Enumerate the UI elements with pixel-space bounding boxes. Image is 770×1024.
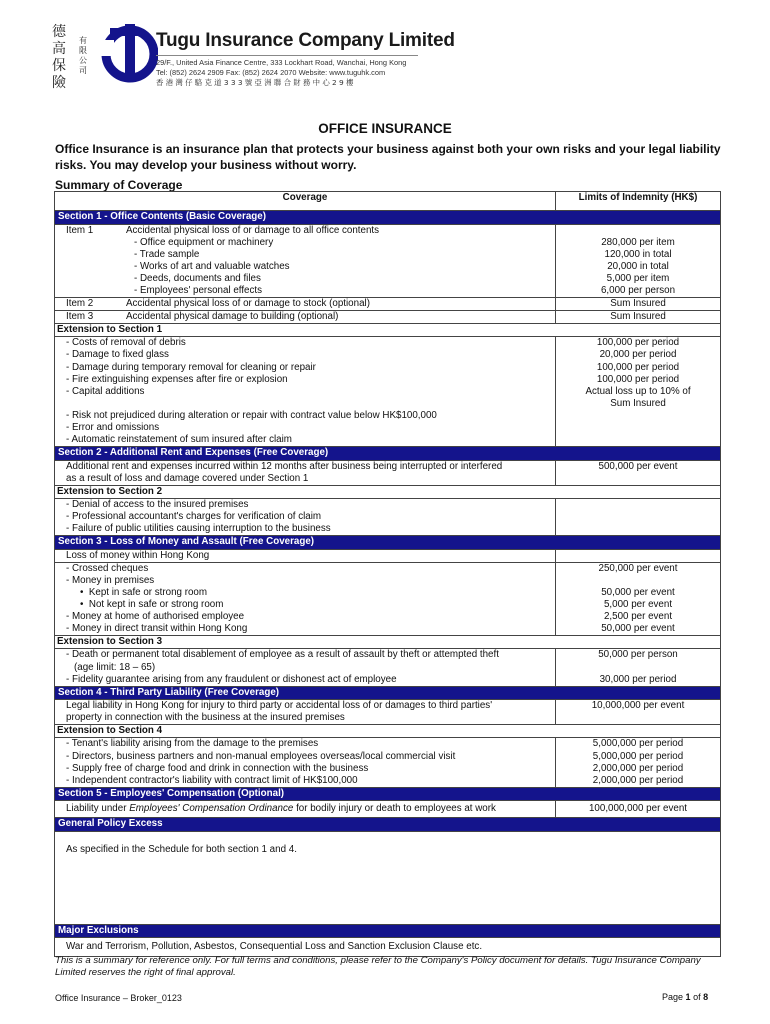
list-item: - Professional accountant's charges for verification of claim xyxy=(66,510,322,522)
coverage-cell xyxy=(55,311,556,324)
cn-char: 德 xyxy=(52,24,66,40)
coverage-cell xyxy=(55,738,556,787)
limit-value: 5,000,000 per period xyxy=(592,738,684,750)
address-line: 29/F., United Asia Finance Centre, 333 Lockhart Road, Wanchai, Hong Kong xyxy=(156,58,407,67)
limit-value: 6,000 per person xyxy=(600,284,676,296)
coverage-cell xyxy=(55,801,556,818)
item-text: Accidental physical damage to building (optional) xyxy=(126,311,339,323)
coverage-cell xyxy=(55,460,556,485)
table-row xyxy=(55,562,721,636)
list-item: - Error and omissions xyxy=(66,421,160,433)
excess-text: As specified in the Schedule for both section 1 and 4. xyxy=(66,843,297,855)
limit-value: 20,000 per period xyxy=(599,349,677,361)
limit-value: 5,000 per event xyxy=(603,598,673,610)
limit-value: Sum Insured xyxy=(556,311,721,324)
section-header xyxy=(55,787,721,801)
limit-value: 2,000,000 per period xyxy=(592,762,684,774)
tugu-logo-icon xyxy=(98,20,158,86)
cn-char: 險 xyxy=(52,75,66,91)
list-item: - Independent contractor's liability with contract limit of HK$100,000 xyxy=(66,774,358,786)
list-item: - Tenant's liability arising from the damage to the premises xyxy=(66,738,319,750)
page-current: 1 xyxy=(685,992,691,1002)
list-item: - Office equipment or machinery xyxy=(134,236,274,248)
list-item-cont: (age limit: 18 – 65) xyxy=(74,661,156,673)
chinese-address: 香港灣仔駱克道333號亞洲聯合財務中心29樓 xyxy=(156,78,356,87)
section-header xyxy=(55,818,721,832)
list-item: - Supply free of charge food and drink in connection with the business xyxy=(66,762,369,774)
bullet-text: Not kept in safe or strong room xyxy=(88,599,224,611)
table-header-row xyxy=(55,192,721,211)
list-item: - Damage to fixed glass xyxy=(66,349,169,361)
list-item: - Risk not prejudiced during alteration or repair with contract value below HK$100,000 xyxy=(66,409,437,421)
cn-char: 保 xyxy=(52,58,66,74)
section-title: Major Exclusions xyxy=(55,924,721,938)
limit-value: 10,000,000 per event xyxy=(556,700,721,725)
page-word: Page xyxy=(662,992,684,1002)
list-item: - Death or permanent total disablement of employee as a result of assault by theft or attempted theft xyxy=(66,649,499,661)
list-item: - Directors, business partners and non-manual employees overseas/local commercial visit xyxy=(66,750,456,762)
section-header xyxy=(55,686,721,700)
limit-value: 2,500 per event xyxy=(603,611,673,623)
table-row xyxy=(55,831,721,924)
coverage-text: Legal liability in Hong Kong for injury to third party or accidental loss of or damages to third parties' xyxy=(66,700,493,712)
list-item: - Costs of removal of debris xyxy=(66,337,186,349)
item-label: Item 1 xyxy=(66,224,94,236)
list-item: - Denial of access to the insured premises xyxy=(66,498,249,510)
table-row xyxy=(55,738,721,787)
page-number xyxy=(662,992,708,1002)
table-row xyxy=(55,311,721,324)
list-item: - Crossed cheques xyxy=(66,562,149,574)
disclaimer-footnote: This is a summary for reference only. For full terms and conditions, please refer to the Company's Policy document for details. Tugu Insurance Company Limited reserves the right of final approval. xyxy=(55,955,701,978)
limit-value: 100,000 per period xyxy=(596,361,680,373)
section-header xyxy=(55,924,721,938)
of-word: of xyxy=(693,992,701,1002)
cn-char: 高 xyxy=(52,41,66,57)
limit-cell xyxy=(556,337,721,447)
footer-doc-id: Office Insurance – Broker_0123 xyxy=(55,993,182,1003)
list-item: - Deeds, documents and files xyxy=(134,272,261,284)
list-item: - Works of art and valuable watches xyxy=(134,260,290,272)
item-text: Accidental physical loss of or damage to stock (optional) xyxy=(126,298,370,310)
coverage-cell xyxy=(55,298,556,311)
limit-value: 120,000 in total xyxy=(604,248,672,260)
col-coverage-header: Coverage xyxy=(55,192,556,211)
table-row xyxy=(55,337,721,447)
section-title: General Policy Excess xyxy=(55,818,721,832)
extension-title: Extension to Section 4 xyxy=(55,725,721,738)
limit-cell xyxy=(556,649,721,686)
header-rule xyxy=(156,55,418,56)
intro-paragraph: Office Insurance is an insurance plan that protects your business against both your own risks and your legal liability risks. You may develop your business without worry. xyxy=(55,142,721,172)
list-item: - Failure of public utilities causing interruption to the business xyxy=(66,523,331,535)
section-header xyxy=(55,447,721,461)
extension-header xyxy=(55,636,721,649)
limit-value: Sum Insured xyxy=(556,298,721,311)
letterhead xyxy=(52,18,455,98)
limit-value: 250,000 per event xyxy=(598,562,678,574)
bullet-item: • Kept in safe or strong room xyxy=(80,586,208,598)
coverage-text: for bodily injury or death to employees at work xyxy=(293,803,496,815)
list-item: - Trade sample xyxy=(134,248,200,260)
bullet-text: Kept in safe or strong room xyxy=(88,586,208,598)
list-item: - Money in premises xyxy=(66,574,155,586)
extension-header xyxy=(55,324,721,337)
limit-cell xyxy=(556,224,721,298)
limit-value: Sum Insured xyxy=(610,397,666,409)
exclusions-cell xyxy=(55,938,721,956)
coverage-text: Additional rent and expenses incurred within 12 months after business being interrupted or interfered xyxy=(66,460,503,472)
limit-value: 2,000,000 per period xyxy=(592,774,684,786)
limit-cell xyxy=(556,738,721,787)
limit-value: 50,000 per event xyxy=(601,586,675,598)
chinese-name-seal xyxy=(52,24,92,96)
page-total: 8 xyxy=(703,992,709,1002)
limit-value: 5,000 per item xyxy=(606,272,670,284)
list-item: - Damage during temporary removal for cleaning or repair xyxy=(66,361,316,373)
coverage-cell xyxy=(55,549,556,562)
section-header xyxy=(55,536,721,550)
table-row xyxy=(55,649,721,686)
bullet-item: • Not kept in safe or strong room xyxy=(80,599,224,611)
list-item: - Money at home of authorised employee xyxy=(66,611,245,623)
limit-value: 20,000 in total xyxy=(607,260,669,272)
extension-header xyxy=(55,485,721,498)
document-title: OFFICE INSURANCE xyxy=(318,121,452,136)
table-row xyxy=(55,700,721,725)
section-title: Section 5 - Employees' Compensation (Optional) xyxy=(55,787,721,801)
limit-cell xyxy=(556,498,721,535)
coverage-text: Liability under xyxy=(66,803,130,815)
summary-heading: Summary of Coverage xyxy=(55,178,183,192)
ordinance-name: Employees' Compensation Ordinance xyxy=(129,803,294,815)
section-header xyxy=(55,211,721,225)
coverage-cell xyxy=(55,700,556,725)
section-title: Section 4 - Third Party Liability (Free Coverage) xyxy=(55,686,721,700)
company-name: Tugu Insurance Company Limited xyxy=(156,30,455,51)
limit-value: 100,000,000 per event xyxy=(556,801,721,818)
exclusions-text: War and Terrorism, Pollution, Asbestos, Consequential Loss and Sanction Exclusion Clause etc. xyxy=(66,941,483,953)
limit-value: 50,000 per event xyxy=(601,623,675,635)
table-row xyxy=(55,938,721,956)
section-title: Section 3 - Loss of Money and Assault (Free Coverage) xyxy=(55,536,721,550)
extension-title: Extension to Section 1 xyxy=(55,324,721,337)
limit-cell xyxy=(556,549,721,562)
coverage-cell xyxy=(55,649,556,686)
list-item: - Fire extinguishing expenses after fire or explosion xyxy=(66,373,288,385)
list-item: - Fidelity guarantee arising from any fraudulent or dishonest act of employee xyxy=(66,673,397,685)
item-label: Item 3 xyxy=(66,311,94,323)
item-text: Accidental physical loss of or damage to all office contents xyxy=(126,224,380,236)
list-item: - Automatic reinstatement of sum insured after claim xyxy=(66,434,292,445)
limit-value: 100,000 per period xyxy=(596,337,680,349)
coverage-text: as a result of loss and damage covered under Section 1 xyxy=(66,472,309,484)
table-row xyxy=(55,498,721,535)
section-title: Section 2 - Additional Rent and Expenses (Free Coverage) xyxy=(55,447,721,461)
contact-line: Tel: (852) 2624 2909 Fax: (852) 2624 2070 Website: www.tuguhk.com xyxy=(156,68,386,77)
section-title: Section 1 - Office Contents (Basic Coverage) xyxy=(55,211,721,225)
limit-value: 5,000,000 per period xyxy=(592,750,684,762)
excess-cell xyxy=(55,831,721,924)
coverage-table xyxy=(54,191,721,957)
limit-cell xyxy=(556,562,721,636)
cn-suffix: 有限公司 xyxy=(79,36,87,75)
limit-value: Actual loss up to 10% of xyxy=(585,385,691,397)
coverage-text: Loss of money within Hong Kong xyxy=(66,549,210,561)
extension-header xyxy=(55,725,721,738)
table-row xyxy=(55,460,721,485)
limit-value: 500,000 per event xyxy=(556,460,721,485)
table-row xyxy=(55,298,721,311)
coverage-cell xyxy=(55,562,556,636)
list-item: - Money in direct transit within Hong Kong xyxy=(66,623,248,635)
extension-title: Extension to Section 2 xyxy=(55,485,721,498)
extension-title: Extension to Section 3 xyxy=(55,636,721,649)
limit-value: 50,000 per person xyxy=(598,649,678,661)
table-row xyxy=(55,224,721,298)
item-label: Item 2 xyxy=(66,298,94,310)
coverage-cell xyxy=(55,498,556,535)
limit-value: 30,000 per period xyxy=(599,673,677,685)
company-block xyxy=(156,30,455,88)
limit-value: 280,000 per item xyxy=(601,236,675,248)
col-limits-header: Limits of Indemnity (HK$) xyxy=(556,192,721,211)
coverage-text: property in connection with the business at the insured premises xyxy=(66,712,345,724)
list-item: - Employees' personal effects xyxy=(134,284,263,296)
coverage-cell xyxy=(55,224,556,298)
coverage-cell xyxy=(55,337,556,447)
table-row xyxy=(55,801,721,818)
table-row xyxy=(55,549,721,562)
limit-value: 100,000 per period xyxy=(596,373,680,385)
list-item: - Capital additions xyxy=(66,385,145,397)
